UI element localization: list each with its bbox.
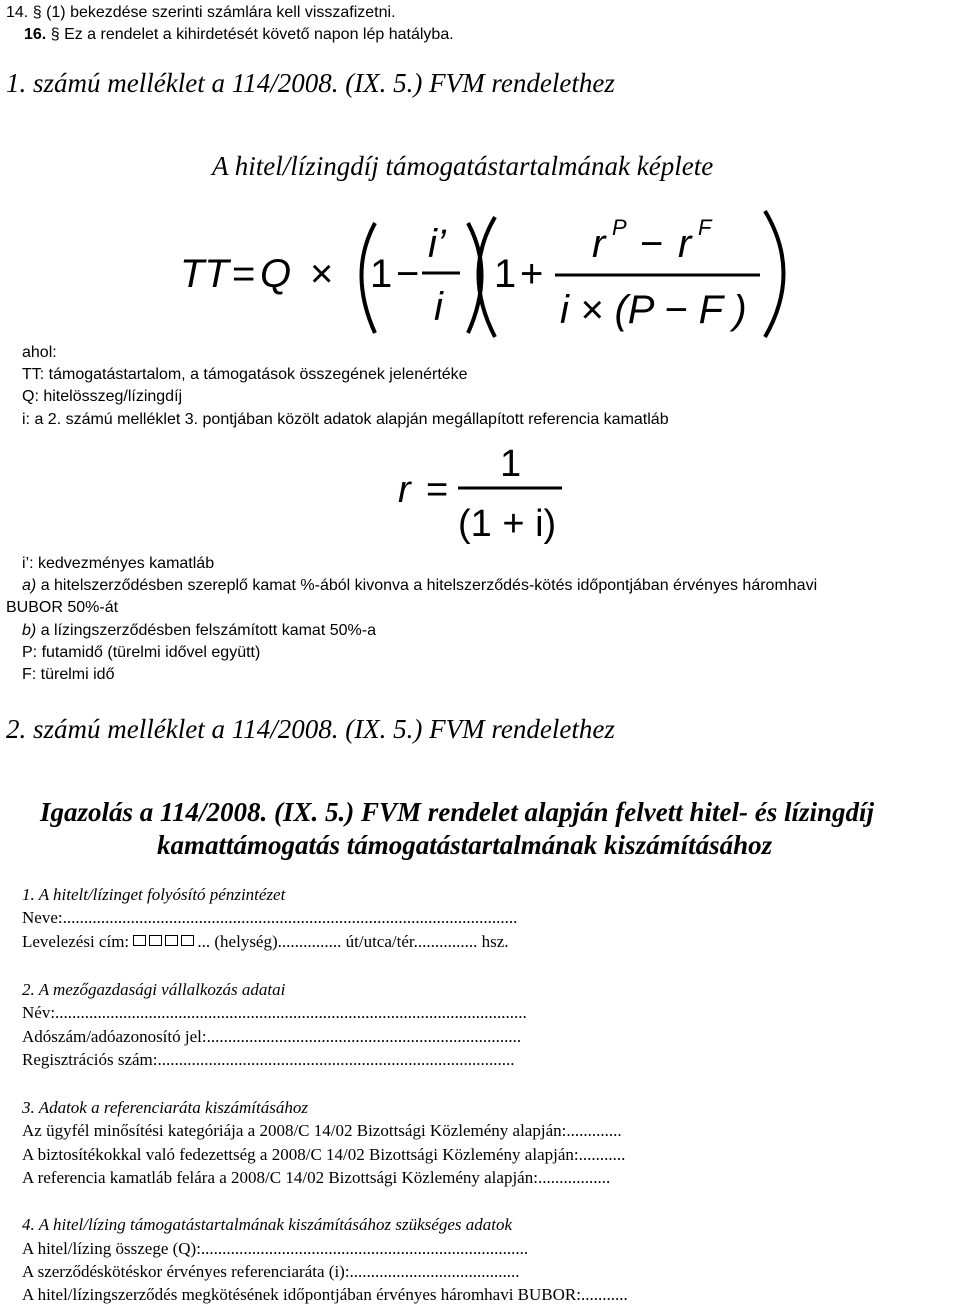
formula-title: A hitel/lízingdíj támogatástartalmának képlete <box>212 151 714 181</box>
address-rest: ... (helység)............... út/utca/tér............... hsz. <box>197 932 509 951</box>
r-formula-lhs: r <box>398 469 411 511</box>
formula-denominator: i × (P − F ) <box>560 288 747 332</box>
def-f: F: türelmi idő <box>22 666 115 683</box>
formula-minus: − <box>396 252 420 296</box>
def-i: i: a 2. számú melléklet 3. pontjában közölt adatok alapján megállapított referencia kamatláb <box>22 411 669 428</box>
paragraph-sign: § <box>50 26 60 43</box>
def-a-cont: BUBOR 50%-át <box>6 599 119 616</box>
support-content-formula <box>170 205 800 340</box>
rating-category-field: Az ügyfél minősítési kategóriája a 2008/C 14/02 Bizottsági Közlemény alapján:............. <box>22 1121 622 1140</box>
formula-equals: = <box>232 252 256 296</box>
company-name-field: Név:............................................................................................................... <box>22 1003 527 1022</box>
def-a <box>22 577 817 595</box>
formula-sup-f: F <box>698 215 712 240</box>
def-iprime: i’: kedvezményes kamatláb <box>22 555 215 572</box>
formula-one-a: 1 <box>370 252 393 296</box>
formula-sup-p: P <box>612 215 627 240</box>
formula-iprime: i’ <box>428 222 446 266</box>
annex-1-title: 1. számú melléklet a 114/2008. (IX. 5.) FVM rendelethez <box>6 68 615 98</box>
formula-one-b: 1 <box>494 252 517 296</box>
bubor-field: A hitel/lízingszerződés megkötésének időpontjában érvényes háromhavi BUBOR:........... <box>22 1285 628 1304</box>
certificate-heading-line1: Igazolás a 114/2008. (IX. 5.) FVM rendelet alapján felvett hitel- és lízingdíj <box>40 797 875 827</box>
margin-field: A referencia kamatláb felára a 2008/C 14/02 Bizottsági Közlemény alapján:................. <box>22 1168 611 1187</box>
def-tt: TT: támogatástartalom, a támogatások összegének jelenértéke <box>22 366 468 383</box>
formula-r-f: r <box>678 222 692 266</box>
def-b-label: b) <box>22 622 37 639</box>
def-a-label: a) <box>22 577 37 594</box>
section-4-title: 4. A hitel/lízing támogatástartalmának kiszámításához szükséges adatok <box>22 1215 513 1234</box>
right-paren-2 <box>765 211 784 337</box>
article-16-text: Ez a rendelet a kihirdetését követő napon lép hatályba. <box>64 26 454 43</box>
r-formula-den: (1 + i) <box>458 503 557 545</box>
formula-i-den: i <box>434 285 443 329</box>
section-3-title: 3. Adatok a referenciaráta kiszámításához <box>22 1098 308 1117</box>
certificate-heading-line2: kamattámogatás támogatástartalmának kiszámításához <box>157 830 773 860</box>
article-14-text: (1) bekezdése szerinti számlára kell visszafizetni. <box>46 4 396 21</box>
postcode-boxes <box>133 932 197 951</box>
formula-times: × <box>310 252 334 296</box>
reference-rate-field: A szerződéskötéskor érvényes referenciaráta (i):........................................ <box>22 1262 520 1281</box>
formula-minus-2: − <box>640 222 664 266</box>
def-q: Q: hitelösszeg/lízingdíj <box>22 388 183 405</box>
address-label: Levelezési cím: <box>22 932 130 951</box>
section-1-title: 1. A hitelt/lízinget folyósító pénzintézet <box>22 885 286 904</box>
def-p: P: futamidő (türelmi idővel együtt) <box>22 644 261 661</box>
loan-amount-field: A hitel/lízing összege (Q):............................................................................. <box>22 1239 529 1258</box>
def-a-text: a hitelszerződésben szereplő kamat %-ából kivonva a hitelszerződés-kötés időpontjában érvényes háromhavi <box>40 577 818 594</box>
section-2-title: 2. A mezőgazdasági vállalkozás adatai <box>22 980 286 999</box>
article-16-line <box>24 26 454 44</box>
def-b <box>22 622 376 640</box>
article-14-number: 14. <box>6 4 29 21</box>
formula-q: Q <box>260 252 292 296</box>
reference-rate-formula <box>392 440 572 545</box>
bank-name-field: Neve:........................................................................................................... <box>22 908 518 927</box>
article-14-line <box>6 4 396 22</box>
article-16-number: 16. <box>24 26 47 43</box>
registration-number-field: Regisztrációs szám:.................................................................................... <box>22 1050 515 1069</box>
tax-id-field: Adószám/adóazonosító jel:.......................................................................... <box>22 1027 522 1046</box>
paragraph-sign: § <box>32 4 42 21</box>
collateral-field: A biztosítékokkal való fedezettség a 2008/C 14/02 Bizottsági Közlemény alapján:........... <box>22 1145 626 1164</box>
bank-address-field <box>22 932 509 952</box>
where-label: ahol: <box>22 344 57 361</box>
formula-lhs: TT <box>180 252 229 296</box>
formula-plus: + <box>520 252 544 296</box>
annex-2-title: 2. számú melléklet a 114/2008. (IX. 5.) FVM rendelethez <box>6 714 615 744</box>
r-formula-eq: = <box>426 469 449 511</box>
def-b-text: a lízingszerződésben felszámított kamat 50%-a <box>40 622 376 639</box>
r-formula-num: 1 <box>500 443 522 485</box>
formula-r-p: r <box>592 222 606 266</box>
